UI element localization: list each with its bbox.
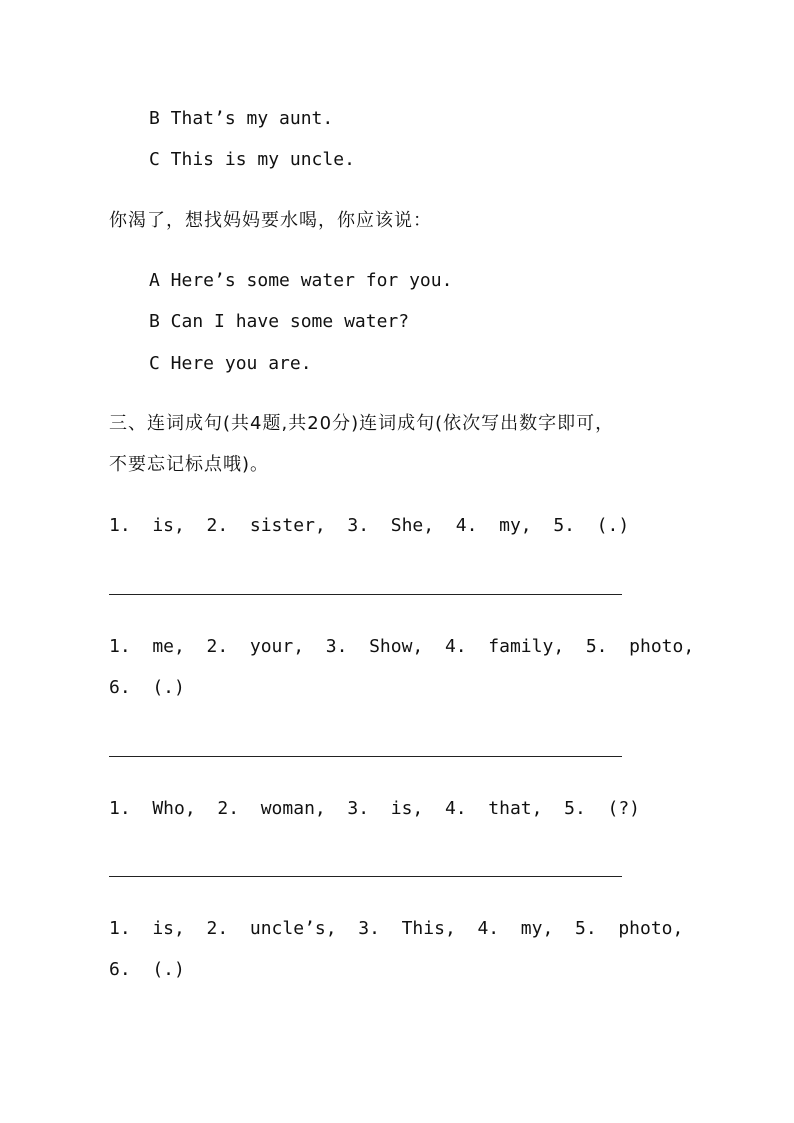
item-4-words: 1. is, 2. uncle’s, 3. This, 4. my, 5. photo, <box>109 918 684 939</box>
answer-blank-1[interactable] <box>109 594 622 595</box>
option-c-uncle: C This is my uncle. <box>149 149 355 170</box>
answer-blank-2[interactable] <box>109 756 622 757</box>
section-heading: 三、连词成句(共4题,共20分)连词成句(依次写出数字即可， <box>109 413 615 434</box>
item-1-words: 1. is, 2. sister, 3. She, 4. my, 5. (.) <box>109 515 630 536</box>
option-b: B Can I have some water? <box>149 311 410 332</box>
question-prompt: 你渴了，想找妈妈要水喝，你应该说： <box>109 210 432 231</box>
item-4-words-cont: 6. (.) <box>109 959 185 980</box>
option-c: C Here you are. <box>149 353 312 374</box>
section-heading-cont: 不要忘记标点哦)。 <box>109 454 270 475</box>
option-b-aunt: B That’s my aunt. <box>149 108 334 129</box>
answer-blank-3[interactable] <box>109 876 622 877</box>
item-2-words: 1. me, 2. your, 3. Show, 4. family, 5. photo, <box>109 636 695 657</box>
item-3-words: 1. Who, 2. woman, 3. is, 4. that, 5. (?) <box>109 798 641 819</box>
item-2-words-cont: 6. (.) <box>109 677 185 698</box>
option-a: A Here’s some water for you. <box>149 270 453 291</box>
